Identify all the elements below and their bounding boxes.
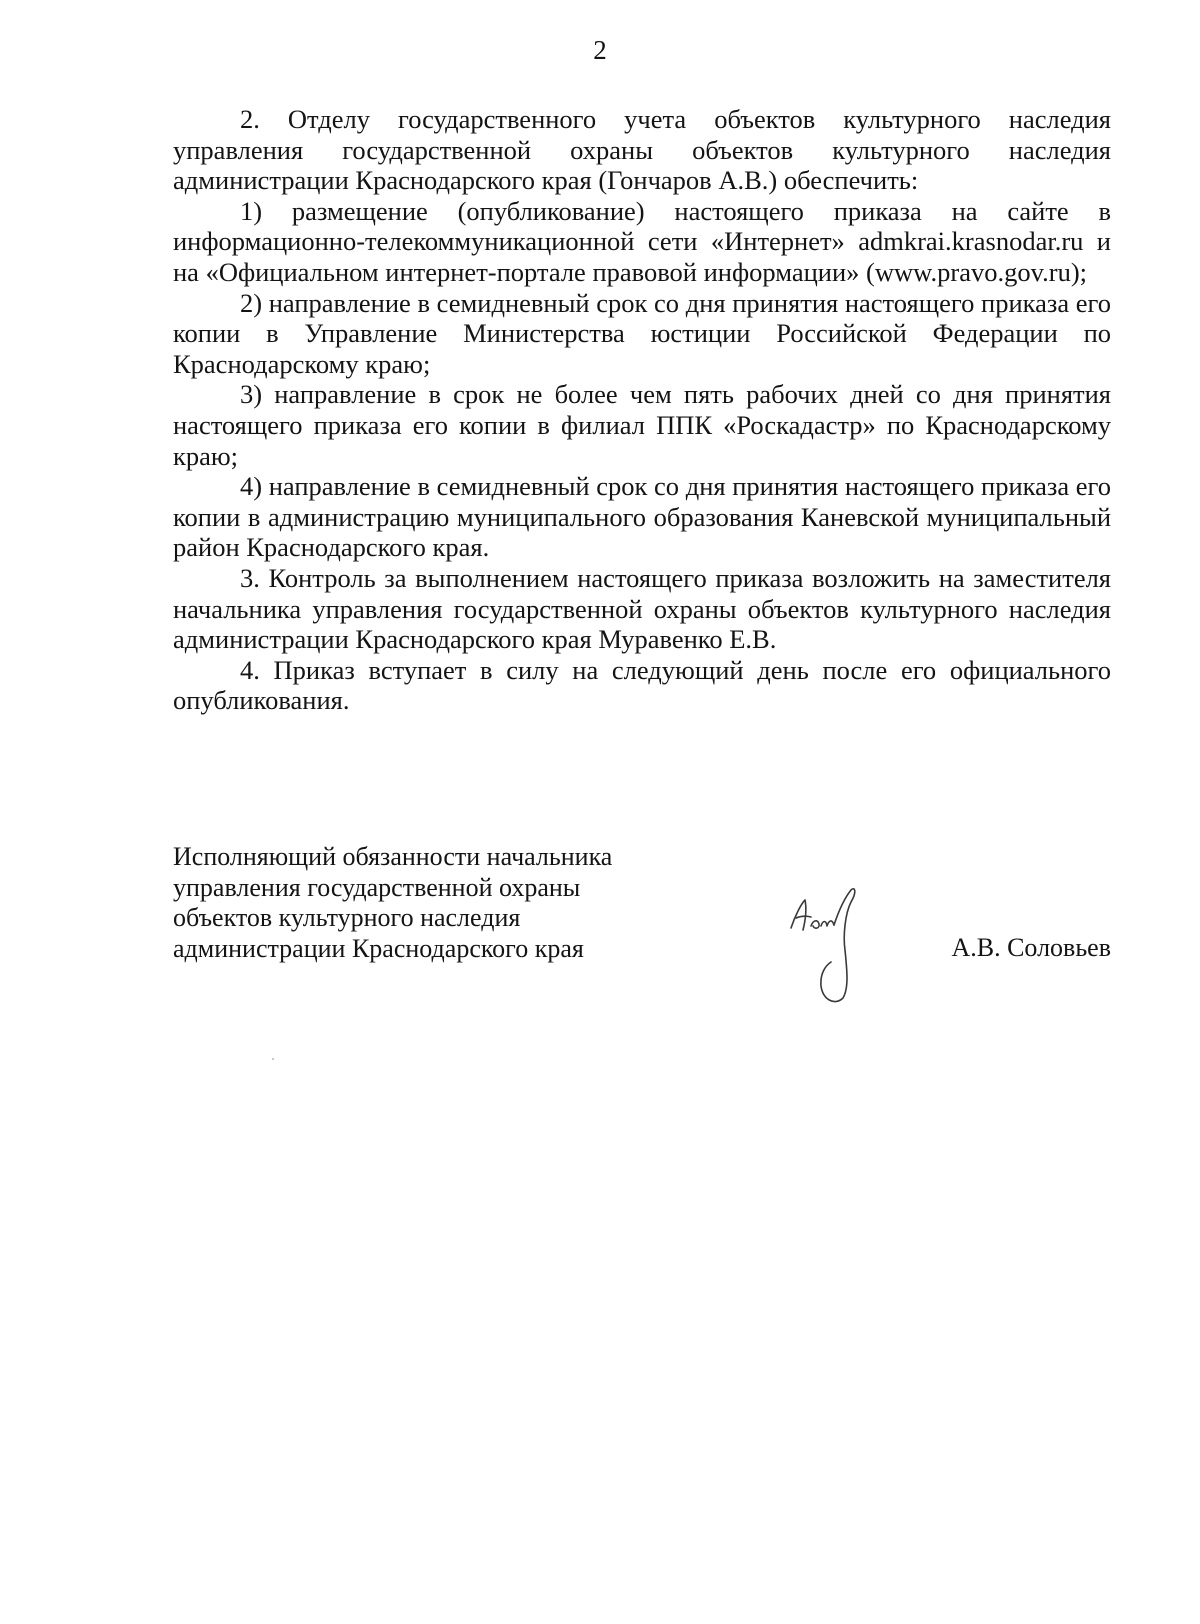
page-number: 2 xyxy=(593,35,607,65)
scan-artifact-dot xyxy=(272,1058,274,1060)
signer-title-line: Исполняющий обязанности начальника xyxy=(173,842,613,871)
paragraph-2-3-roskadastr: 3) направление в срок не более чем пять рабочих дней со дня принятия настоящего приказа его копии в филиал ППК «Роскадастр» по Краснодарскому краю; xyxy=(173,379,1111,471)
paragraph-4-effective-date: 4. Приказ вступает в силу на следующий день после его официального опубликования. xyxy=(173,654,1111,716)
paragraph-2-registration-department: 2. Отделу государственного учета объектов культурного наследия управления государственной охраны объектов культурного наследия администрации Краснодарского края (Гончаров А.В.) обеспечить: xyxy=(173,104,1111,196)
paragraph-3-control: 3. Контроль за выполнением настоящего приказа возложить на заместителя начальника управления государственной охраны объектов культурного наследия администрации Краснодарского края Муравенко Е.В. xyxy=(173,562,1111,655)
order-body-text xyxy=(173,104,1111,716)
signer-title-line: администрации Краснодарского края xyxy=(173,933,584,963)
handwritten-signature xyxy=(785,886,875,1006)
paragraph-2-1-publication: 1) размещение (опубликование) настоящего приказа на сайте в информационно-телекоммуникационной сети «Интернет» admkrai.krasnodar.ru и на «Официальном интернет-портале правовой информации» (www.pravo.gov.ru); xyxy=(173,195,1111,287)
paragraph-2-2-ministry-of-justice: 2) направление в семидневный срок со дня принятия настоящего приказа его копии в Управление Министерства юстиции Российской Федерации по Краснодарскому краю; xyxy=(173,287,1111,379)
signer-title-line: объектов культурного наследия xyxy=(173,903,521,932)
signer-title-line: управления государственной охраны xyxy=(173,872,581,902)
paragraph-2-4-municipal-administration: 4) направление в семидневный срок со дня принятия настоящего приказа его копии в администрацию муниципального образования Каневской муниципальный район Краснодарского края. xyxy=(173,471,1111,563)
signature-block xyxy=(173,842,1111,1032)
signer-name: А.В. Соловьев xyxy=(951,933,1111,962)
signer-title xyxy=(173,842,693,964)
